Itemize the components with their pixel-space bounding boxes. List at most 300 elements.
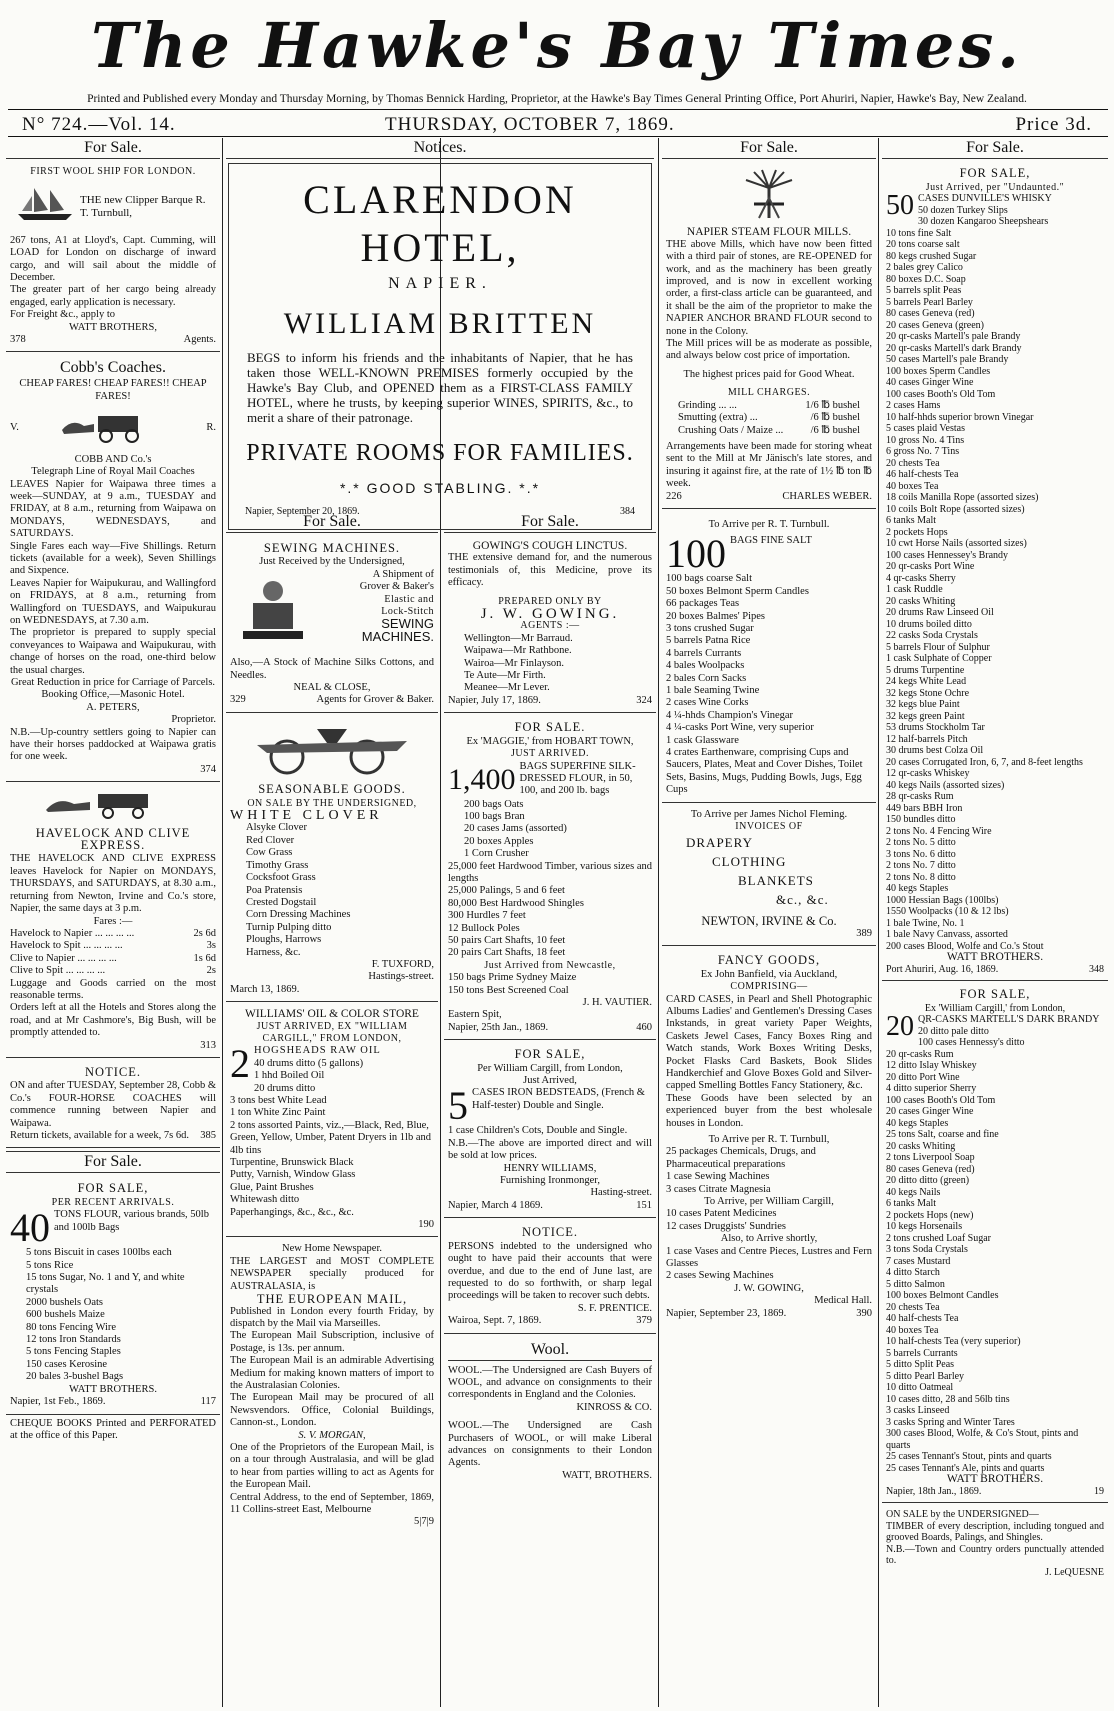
- ad-subtitle: JUST ARRIVED, EX "WILLIAM CARGILL," FROM LONDON,: [256, 1020, 408, 1044]
- advertiser-name: COBB AND Co.'s: [74, 453, 152, 465]
- list-item: 22 casks Soda Crystals: [886, 630, 978, 641]
- list-item: BLANKETS: [738, 873, 814, 889]
- ad-address: Medical Hall.: [814, 1295, 872, 1307]
- agents-list: [448, 633, 652, 695]
- ad-number: 151: [636, 1199, 652, 1211]
- ad-body: LEAVES Napier for Waipawa three times a week—SUNDAY, at 9 a.m., TUESDAY and FRIDAY, at 8 a.m., returning from Waipawa on MONDAYS, WEDNESDAYS, and SATURDAYS.: [10, 478, 216, 540]
- list-item: 2 tons No. 8 ditto: [886, 871, 956, 883]
- turnbull-cargo-ad: [662, 512, 876, 803]
- list-item: 10 coils Bolt Rope (assorted sizes): [886, 503, 1025, 515]
- list-item: 449 bars BBH Iron: [886, 802, 963, 814]
- column-rule: [658, 138, 659, 1707]
- ad-subtitle: Also, to Arrive shortly,: [720, 1233, 818, 1245]
- ad-body: One of the Proprietors of the European Mail, is on a tour through Australasia, and will be glad to hear from parties willing to act as Agents for the European Mail.: [230, 1441, 434, 1491]
- list-item: 1 bale Navy Canvass, assorted: [886, 929, 1008, 940]
- ad-title: GOWING'S COUGH LINCTUS.: [472, 540, 628, 552]
- wheat-sheaf-icon: [666, 168, 872, 224]
- ad-date: Napier, September 20, 1869.: [245, 506, 360, 518]
- ad-body: These Goods have been selected by an experienced buyer from the best wholesale houses in London.: [666, 1092, 872, 1129]
- list-item: 2 cases Wine Corks: [666, 697, 749, 709]
- list-item: 12 qr-casks Whiskey: [886, 768, 970, 779]
- list-item: 80 cases Geneva (red): [886, 308, 975, 319]
- ad-number: 324: [636, 694, 652, 706]
- list-item: 20 ditto Port Wine: [886, 1071, 960, 1083]
- list-item: 1 bale Seaming Twine: [666, 685, 760, 696]
- list-item: 150 bags Prime Sydney Maize: [448, 972, 577, 984]
- ad-line: SEWING: [381, 616, 434, 632]
- list-item: 66 packages Teas: [666, 598, 740, 610]
- list-item: 5 tons Biscuit in cases 100lbs each: [26, 1247, 172, 1259]
- list-item: CLOTHING: [712, 854, 787, 870]
- ad-title: FANCY GOODS,: [717, 953, 821, 968]
- column-3: [444, 512, 656, 1705]
- list-item: 20 ditto pale ditto: [918, 1025, 989, 1037]
- ad-lead: ON SALE by the UNDERSIGNED—: [886, 1509, 1039, 1520]
- column-4: [662, 138, 876, 1705]
- list-item: 80 cases Geneva (red): [886, 1163, 975, 1175]
- list-item: 10 tons fine Salt: [886, 227, 952, 239]
- ad-subtitle: PER RECENT ARRIVALS.: [51, 1196, 175, 1208]
- list-item: 3 tons best White Lead: [230, 1095, 327, 1106]
- ad-lead: CASES IRON BEDSTEADS, (French & Half-tester) Double and Single.: [472, 1087, 645, 1111]
- agents-label: AGENTS :—: [520, 620, 580, 632]
- list-item: 20 pairs Cart Shafts, 18 feet: [448, 947, 566, 959]
- list-item: &c., &c.: [776, 892, 829, 908]
- list-item: 80,000 Best Hardwood Shingles: [448, 897, 584, 909]
- list-item: 6 gross No. 7 Tins: [886, 446, 960, 457]
- ad-lead: Just Received by the Undersigned,: [259, 556, 405, 568]
- list-item: Waipawa—Mr Rathbone.: [464, 645, 572, 657]
- list-item: 10 gross No. 4 Tins: [886, 434, 965, 446]
- charge-row: Crushing Oats / Maize ... /6 ℔ bushel: [678, 424, 860, 436]
- list-item: Wairoa—Mr Finlayson.: [464, 657, 565, 669]
- list-item: 20 qr-casks Port Wine: [886, 561, 975, 572]
- list-item: 46 half-chests Tea: [886, 469, 959, 480]
- list-item: 1 Corn Crusher: [464, 848, 529, 860]
- ad-body: THE LARGEST and MOST COMPLETE NEWSPAPER specially produced for AUSTRALASIA, is: [230, 1255, 434, 1292]
- issue-number: N° 724.—Vol. 14.: [22, 114, 176, 135]
- list-item: 12 ditto Islay Whiskey: [886, 1060, 977, 1071]
- havelock-express-ad: [6, 785, 220, 1058]
- column-rule: [222, 138, 223, 1707]
- ad-body: Return tickets, available for a week, 7s 6d.: [10, 1130, 190, 1141]
- ad-body: PERSONS indebted to the undersigned who ought to have paid their accounts that were overdue, and due to the end of June last, are requested to do so forthwith, or sharp legal proceedings will be taken to recover such debts.: [448, 1240, 652, 1302]
- ad-body: The proprietor is prepared to supply special conveyances to Waipawa and Waipukurau, with change of horses on the road, one-third below the usual charges.: [10, 627, 216, 676]
- list-item: 2 tons No. 7 ditto: [886, 860, 956, 871]
- fancy-goods-ad: [662, 949, 876, 1325]
- list-item: 2 tons assorted Paints, viz.,—Black, Red, Blue, Green, Yellow, Umber, Patent Dryers in 1lb and 4lb tins: [230, 1119, 431, 1156]
- ad-lead: CASES DUNVILLE'S WHISKY: [918, 193, 1052, 204]
- ad-title: NOTICE.: [85, 1064, 141, 1079]
- price: Price 3d.: [1015, 114, 1092, 135]
- list-item: 600 bushels Maize: [26, 1309, 105, 1321]
- list-item: 5 barrels Flour of Sulphur: [886, 641, 990, 653]
- drop-number: 100: [666, 531, 726, 577]
- list-item: 5 drums Turpentine: [886, 664, 965, 676]
- list-item: 100 cases Booth's Old Tom: [886, 388, 996, 400]
- list-item: 100 cases Booth's Old Tom: [886, 1094, 996, 1106]
- list-item: 20 tons coarse salt: [886, 239, 960, 250]
- masthead: [0, 0, 1114, 92]
- ad-feature: PRIVATE ROOMS FOR FAMILIES.: [246, 440, 634, 467]
- goods-list: [230, 822, 434, 958]
- list-item: 80 tons Fencing Wire: [26, 1321, 117, 1333]
- section-heading: Wool.: [448, 1340, 652, 1361]
- ad-lead: QR-CASKS MARTELL'S DARK BRANDY: [918, 1014, 1100, 1025]
- wool-ship-ad: [6, 163, 220, 352]
- ad-subtitle: Ex John Banfield, via Auckland,: [700, 968, 838, 980]
- column-heading: Notices.: [226, 138, 654, 159]
- ad-feature: *.* GOOD STABLING. *.*: [339, 479, 541, 496]
- advertiser-name: WATT BROTHERS,: [69, 321, 157, 333]
- drop-number: 50: [886, 190, 914, 221]
- column-heading: For Sale.: [444, 512, 656, 533]
- ad-body: The European Mail may be procured of all Newsvendors. Office, Colonial Buildings, Cannon-st., London.: [230, 1392, 434, 1429]
- ad-note: The highest prices paid for Good Wheat.: [683, 368, 855, 380]
- ad-number: 5|7|9: [414, 1516, 434, 1528]
- sewing-machine-icon: [230, 571, 316, 655]
- ad-subtitle: Telegraph Line of Royal Mail Coaches: [31, 466, 195, 478]
- ad-line: Lock-Stitch: [381, 606, 434, 618]
- list-item: 12 cases Druggists' Sundries: [666, 1220, 787, 1232]
- drop-number: 40: [10, 1205, 50, 1251]
- ad-line: A Shipment of: [372, 568, 434, 580]
- imprint-line: Printed and Published every Monday and Thursday Morning, by Thomas Bennick Harding, Proprietor, at the Hawke's Bay Times General Printing Office, Port Ahuriri, Napier, Hawke's Bay, New Zealand.: [87, 93, 1027, 105]
- list-item: 20 cases Corrugated Iron, 6, 7, and 8-feet lengths: [886, 756, 1083, 768]
- hobart-goods-ad: [444, 716, 656, 1040]
- list-item: 300 cases Blood, Wolfe, & Co's Stout, pints and quarts: [886, 1428, 1079, 1451]
- drop-number: 1,400: [448, 762, 516, 796]
- list-item: Alsyke Clover: [246, 822, 307, 834]
- ad-subtitle: Just Arrived, per "Undaunted.": [925, 181, 1065, 193]
- coaches-ad: [6, 355, 220, 782]
- cough-linctus-ad: [444, 537, 656, 713]
- ad-address: Hasting-street.: [590, 1187, 652, 1199]
- ad-title: THE EUROPEAN MAIL,: [256, 1292, 408, 1307]
- ad-place: NAPIER.: [388, 275, 492, 292]
- ad-body: N.B.—The above are imported direct and will be sold at low prices.: [448, 1137, 652, 1162]
- ship-icon: [10, 184, 80, 228]
- list-item: 80 boxes D.C. Soap: [886, 273, 966, 285]
- ad-title: HAVELOCK AND CLIVE EXPRESS.: [35, 825, 191, 853]
- european-mail-ad: [226, 1240, 438, 1533]
- top-rule: [8, 109, 1108, 110]
- list-item: Turnip Pulping ditto: [246, 921, 332, 933]
- list-item: 20 ditto ditto (green): [886, 1175, 970, 1186]
- list-item: 10 half-chests Tea (very superior): [886, 1336, 1021, 1347]
- ad-number: 190: [418, 1219, 434, 1231]
- ad-number: 460: [636, 1021, 652, 1033]
- undaunted-cargo-ad: [882, 163, 1108, 981]
- advertiser-name: J. LeQUESNE: [1045, 1566, 1104, 1578]
- list-item: 1 ton White Zinc Paint: [230, 1107, 326, 1119]
- goods-list: [666, 573, 872, 796]
- list-item: Crested Dogstail: [246, 896, 317, 908]
- list-item: 32 kegs Stone Ochre: [886, 687, 970, 699]
- list-item: 150 tons Best Screened Coal: [448, 984, 569, 996]
- drop-number: 20: [886, 1011, 914, 1042]
- advertiser-name: A. PETERS,: [86, 701, 140, 713]
- goods-list: [230, 1058, 434, 1219]
- list-item: 40 kegs Nails: [886, 1186, 941, 1198]
- cheque-books-ad: CHEQUE BOOKS Printed and PERFORATED at the office of this Paper.: [10, 1417, 216, 1441]
- ad-number: 329: [230, 694, 246, 706]
- goods-list: [448, 972, 652, 997]
- list-item: 10 half-hhds superior brown Vinegar: [886, 411, 1034, 423]
- goods-list: [886, 1026, 1104, 1475]
- list-item: 10 ditto Oatmeal: [886, 1382, 954, 1393]
- ad-subtitle: ON SALE BY THE UNDERSIGNED,: [247, 797, 417, 809]
- list-item: 20 cases Ginger Wine: [886, 1106, 974, 1117]
- charge-row: Smutting (extra) ... /6 ℔ bushel: [678, 412, 860, 424]
- ad-number: 374: [200, 763, 216, 775]
- ad-title: FOR SALE,: [959, 166, 1031, 180]
- list-item: 5 barrels Pearl Barley: [886, 296, 973, 308]
- ad-date: Napier, September 23, 1869.: [666, 1307, 787, 1319]
- ad-body: ON and after TUESDAY, September 28, Cobb & Co.'s FOUR-HORSE COACHES will commence running between Napier and Waipawa.: [10, 1080, 216, 1129]
- ad-number: 385: [200, 1130, 216, 1141]
- list-item: Putty, Varnish, Window Glass: [230, 1169, 356, 1181]
- ad-body: THE extensive demand for, and the numerous testimonials of, this Medicine, prove its efficacy.: [448, 552, 652, 589]
- list-item: 2 tons crushed Loaf Sugar: [886, 1232, 991, 1244]
- list-item: 40 cases Ginger Wine: [886, 377, 974, 388]
- list-item: 40 kegs Staples: [886, 1117, 949, 1129]
- list-item: 6 tanks Malt: [886, 1198, 936, 1209]
- ad-subtitle: JUST ARRIVED.: [511, 748, 589, 760]
- ad-line: Elastic and: [384, 593, 434, 605]
- list-item: 10 cases ditto, 28 and 56lb tins: [886, 1393, 1010, 1405]
- wool-ads: [444, 1337, 656, 1488]
- list-item: Cow Grass: [246, 847, 293, 859]
- drop-number: 2: [230, 1041, 250, 1087]
- list-item: 5 tons Fencing Staples: [26, 1346, 121, 1358]
- list-item: Ploughs, Harrows: [246, 934, 322, 946]
- list-item: 40 boxes Tea: [886, 480, 939, 492]
- ad-title: To Arrive per James Nichol Fleming.: [690, 808, 848, 820]
- goods-list: [886, 205, 1104, 953]
- ad-title: NAPIER STEAM FLOUR MILLS.: [686, 226, 852, 239]
- ad-title: SEWING MACHINES.: [263, 541, 401, 555]
- charge-row: Grinding ... ... 1/6 ℔ bushel: [678, 399, 860, 411]
- list-item: 3 tons No. 6 ditto: [886, 848, 956, 860]
- column-heading: For Sale.: [226, 512, 438, 533]
- ad-body: N.B.—Town and Country orders punctually attended to.: [886, 1543, 1104, 1566]
- list-item: 20 cases Jams (assorted): [464, 823, 567, 835]
- ad-number: 117: [200, 1396, 216, 1408]
- masthead-title: The Hawke's Bay Times.: [91, 9, 1023, 82]
- ad-heading: New Home Newspaper.: [281, 1243, 382, 1255]
- ad-note: PREPARED ONLY BY: [498, 595, 602, 607]
- ad-body: 267 tons, A1 at Lloyd's, Capt. Cumming, will LOAD for London on discharge of inward cargo, and will sail about the middle of December.: [10, 234, 216, 284]
- list-item: 150 cases Kerosine: [26, 1358, 108, 1370]
- advertiser-name: J. W. GOWING,: [734, 1282, 804, 1294]
- charges-title: MILL CHARGES.: [727, 387, 811, 399]
- list-item: Wellington—Mr Barraud.: [464, 632, 573, 644]
- list-item: 2 tons No. 4 Fencing Wire: [886, 825, 992, 837]
- ad-number: 313: [200, 1039, 216, 1051]
- list-item: 7 cases Mustard: [886, 1255, 951, 1267]
- list-item: 2 pockets Hops: [886, 526, 948, 538]
- clarendon-hotel-ad: [228, 163, 652, 530]
- ad-subtitle: To Arrive per R. T. Turnbull,: [708, 1133, 830, 1145]
- ad-title: To Arrive per R. T. Turnbull.: [708, 518, 830, 530]
- goods-list: [448, 885, 652, 959]
- ad-subtitle: Just Arrived from Newcastle,: [484, 959, 616, 971]
- ad-body: WOOL.—The Undersigned are Cash Buyers of WOOL, and advance on consignments to their correspondents in England and the Colonies.: [448, 1364, 652, 1401]
- crest-letter: R.: [206, 422, 216, 434]
- list-item: 1 case Children's Cots, Double and Single.: [448, 1125, 628, 1137]
- list-item: Paperhangings, &c., &c., &c.: [230, 1206, 354, 1218]
- fares-table: [10, 928, 216, 978]
- list-item: 1 cask Glassware: [666, 734, 739, 746]
- list-item: 25 packages Chemicals, Drugs, and Pharmaceutical preparations: [666, 1146, 816, 1170]
- debt-notice-ad: [444, 1221, 656, 1333]
- ad-date: Wairoa, Sept. 7, 1869.: [448, 1315, 542, 1327]
- list-item: 40 kegs Staples: [886, 883, 949, 894]
- ad-role: Furnishing Ironmonger,: [500, 1175, 600, 1187]
- column-heading: For Sale.: [662, 138, 876, 159]
- ad-body: THE above Mills, which have now been fitted with a third pair of stones, are RE-OPENED for work, and as the machinery has been greatly improved, and is now in excellent working order, a first-class article can be guaranteed, and it shall be the aim of the proprietor to make the NAPIER ANCHOR BRAND FLOUR second to none in the Colony.: [666, 238, 872, 337]
- column-5: [882, 138, 1108, 1705]
- ad-date: Napier, 25th Jan., 1869.: [448, 1021, 549, 1033]
- ad-title: FOR SALE,: [77, 1181, 149, 1196]
- list-item: 12 tons Iron Standards: [26, 1334, 121, 1346]
- list-item: 30 drums best Colza Oil: [886, 745, 984, 756]
- issue-date: THURSDAY, OCTOBER 7, 1869.: [385, 114, 675, 135]
- fleming-cargo-ad: [662, 806, 876, 947]
- fares-label: Fares :—: [93, 915, 133, 927]
- list-item: 3 casks Spring and Winter Tares: [886, 1416, 1015, 1428]
- list-item: 20 drums ditto: [254, 1082, 316, 1094]
- advertiser-name: HENRY WILLIAMS,: [503, 1162, 597, 1174]
- advertiser-name: J. W. GOWING.: [480, 606, 620, 623]
- advertiser-name: CHARLES WEBER.: [782, 490, 872, 502]
- list-item: 25 cases Tennant's Ale, pints and quarts: [886, 1462, 1045, 1474]
- advertiser-name: WATT BROTHERS.: [946, 951, 1044, 963]
- ad-title: NOTICE.: [522, 1225, 578, 1240]
- seasonable-goods-ad: [226, 716, 438, 1002]
- ad-date: March 13, 1869.: [230, 983, 300, 995]
- proprietor-name: WILLIAM BRITTEN: [283, 307, 597, 341]
- ad-lead: TONS FLOUR, various brands, 50lb and 100lb Bags: [54, 1209, 209, 1233]
- ad-address: Eastern Spit,: [448, 1009, 502, 1021]
- ad-line: Grover & Baker's: [359, 581, 434, 593]
- list-item: 53 drums Stockholm Tar: [886, 722, 985, 733]
- advertiser-name: WATT BROTHERS.: [946, 1473, 1044, 1485]
- list-item: 40 half-chests Tea: [886, 1313, 959, 1324]
- list-item: 20 qr-casks Martell's pale Brandy: [886, 331, 1021, 342]
- list-item: 2 tons Liverpool Soap: [886, 1152, 975, 1163]
- ad-body: WOOL.—The Undersigned are Cash Purchasers of WOOL, or will make Liberal advances on consignments to their London Agents.: [448, 1420, 652, 1469]
- list-item: Red Clover: [246, 834, 295, 846]
- list-item: 3 tons Soda Crystals: [886, 1244, 968, 1255]
- charges-table: [666, 400, 872, 437]
- reaper-machine-icon: [230, 721, 434, 781]
- list-item: 15 tons Sugar, No. 1 and Y, and white crystals: [26, 1272, 185, 1296]
- flour-sale-ad: [6, 1177, 220, 1414]
- list-item: 20 chests Tea: [886, 1301, 940, 1313]
- coach-icon: [10, 790, 216, 824]
- list-item: 5 cases plaid Vestas: [886, 423, 965, 434]
- ad-subtitle: Per William Cargill, from London,: [477, 1062, 623, 1074]
- list-item: 100 bags coarse Salt: [666, 573, 753, 585]
- list-item: 1 bale Twine, No. 1: [886, 917, 965, 929]
- list-item: 50 pairs Cart Shafts, 10 feet: [448, 934, 566, 946]
- column-2: [226, 512, 438, 1705]
- ad-date: Napier, March 4 1869.: [448, 1199, 543, 1211]
- ad-body: The Mill prices will be as moderate as possible, and always below cost price of importation.: [666, 338, 872, 362]
- ad-body: Leaves Napier for Waipukurau, and Wallingford on FRIDAYS, at 8 a.m., returning from Wallingford on TUESDAYS, and Waipukurau on WEDNESDAYS, at 7.30 a.m.: [10, 577, 216, 626]
- list-item: 10 cases Patent Medicines: [666, 1208, 777, 1220]
- list-item: 20 cases Geneva (green): [886, 319, 985, 331]
- ad-title: CHEAP FARES! CHEAP FARES!! CHEAP FARES!: [19, 378, 207, 402]
- list-item: Te Aute—Mr Firth.: [464, 670, 546, 682]
- fare-row: Clive to Spit ... ... ... ... 2s: [10, 965, 216, 977]
- list-item: 1000 Hessian Bags (100lbs): [886, 894, 999, 906]
- list-item: Corn Dressing Machines: [246, 909, 351, 921]
- advertiser-name: S. V. MORGAN,: [298, 1429, 366, 1441]
- ad-date: Napier, July 17, 1869.: [448, 694, 541, 706]
- ad-line: MACHINES.: [361, 628, 434, 644]
- sewing-machines-ad: [226, 537, 438, 713]
- list-item: Whitewash ditto: [230, 1194, 300, 1206]
- advertiser-name: J. H. VAUTIER.: [582, 997, 652, 1008]
- list-item: 200 bags Oats: [464, 798, 524, 810]
- ad-lead: WHITE CLOVER: [230, 808, 383, 824]
- list-item: 4 barrels Currants: [666, 647, 742, 659]
- list-item: 100 boxes Belmont Candles: [886, 1290, 999, 1301]
- list-item: 12 half-barrels Pitch: [886, 733, 968, 745]
- list-item: 20 qr-casks Martell's dark Brandy: [886, 342, 1022, 354]
- list-item: 4 crates Earthenware, comprising Cups and Saucers, Plates, Meat and Cover Dishes, Toilet Sets, Basins, Mugs, Pudding Bowls, Jugs, Egg Cups: [666, 747, 863, 796]
- ad-body: CARD CASES, in Pearl and Shell Photographic Albums Ladies' and Gentlemen's Dressing Cases Inkstands, in great variety Paper Weights, Caskets Jewel Cases, Fancy Boxes Ring and Watch stands, Work Boxes Writing Desks, Pocket Flasks Card Baskets, Book Slides Handkerchief and Glove Boxes Gold and Silver-capped Smelling Bottles Fancy Stationery, &c.: [666, 993, 872, 1092]
- list-item: 200 cases Blood, Wolfe and Co.'s Stout: [886, 940, 1044, 952]
- fare-row: Havelock to Spit ... ... ... ... 3s: [10, 940, 216, 952]
- drop-number: 5: [448, 1083, 468, 1129]
- list-item: Cocksfoot Grass: [246, 872, 316, 884]
- dateline-rule: [8, 136, 1108, 137]
- list-item: 20 chests Tea: [886, 457, 940, 469]
- ad-subtitle: Just Arrived,: [523, 1075, 577, 1087]
- list-item: 50 dozen Turkey Slips: [918, 204, 1008, 216]
- ad-date: Napier, 1st Feb., 1869.: [10, 1396, 106, 1408]
- flour-mills-ad: [662, 163, 876, 509]
- ad-subtitle: INVOICES OF: [735, 821, 803, 833]
- coach-notice-ad: [6, 1061, 220, 1148]
- list-item: 2 cases Hams: [886, 400, 941, 411]
- list-item: 100 cases Hennessy's ditto: [918, 1037, 1025, 1048]
- ad-role: Agents.: [183, 334, 216, 346]
- list-item: 1 hhd Boiled Oil: [254, 1070, 325, 1082]
- ad-title: FOR SALE.: [514, 720, 586, 735]
- list-item: 4 ¼-hhds Champion's Vinegar: [666, 709, 794, 721]
- list-item: 150 bundles ditto: [886, 814, 956, 825]
- ad-body: Arrangements have been made for storing wheat sent to the Mill at Mr Jänisch's late stores, and insuring it against fire, at the rate of 1½ ℔ ton ℔ week.: [666, 440, 872, 490]
- list-item: 300 Hurdles 7 feet: [448, 910, 526, 922]
- ad-body: N.B.—Up-country settlers going to Napier can have their horses paddocked at Waipawa gratis for one week.: [10, 726, 216, 763]
- list-item: 1 case Sewing Machines: [666, 1171, 770, 1183]
- ad-body: Published in London every fourth Friday, by dispatch by the Mail via Marseilles.: [230, 1305, 434, 1329]
- list-item: 2 tons No. 5 ditto: [886, 837, 956, 848]
- ad-role: Proprietor.: [171, 714, 216, 726]
- ad-body: Orders left at all the Hotels and Stores along the road, and at Mr Cashmore's, Big Bush, will be promptly attended to.: [10, 1002, 216, 1039]
- ad-subtitle: To Arrive, per William Cargill,: [704, 1196, 834, 1207]
- ship-lead: THE new Clipper Barque R. T. Turnbull,: [80, 194, 206, 219]
- ad-body: The European Mail Subscription, inclusive of Postage, is 13s. per annum.: [230, 1330, 434, 1354]
- list-item: 3 tons crushed Sugar: [666, 622, 754, 634]
- list-item: Meanee—Mr Lever.: [464, 682, 550, 694]
- ad-number: 348: [1089, 963, 1104, 975]
